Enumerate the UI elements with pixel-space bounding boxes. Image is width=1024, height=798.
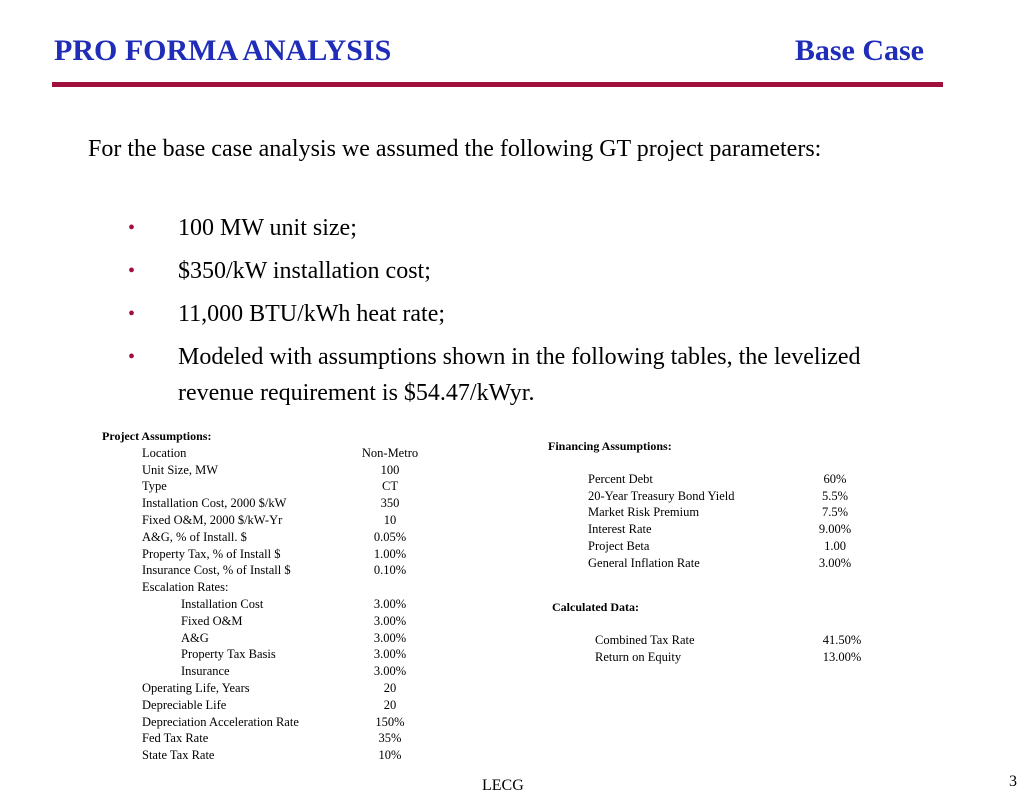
row-label: Insurance Cost, % of Install $ [142,563,291,578]
table-row [548,471,868,488]
financing-assumptions-heading: Financing Assumptions: [548,439,672,453]
row-value: 20 [383,680,397,695]
row-value: 5.5% [821,488,849,503]
table-row [102,546,442,563]
table-row [102,495,442,512]
row-label: Percent Debt [588,471,653,486]
project-assumptions-table [102,428,442,764]
table-row [548,521,868,538]
table-row [102,630,442,647]
bullet-icon: • [128,217,136,239]
table-row [102,747,442,764]
table-row [102,613,442,630]
row-value: 10% [378,748,402,763]
row-label: Market Risk Premium [588,505,700,520]
table-row [102,697,442,714]
table-row [548,488,868,505]
row-label: Combined Tax Rate [595,632,695,647]
bullet-item [88,210,928,246]
project-assumptions-heading: Project Assumptions: [102,429,212,443]
table-row [548,538,868,555]
table-row [548,555,868,572]
row-label: Fed Tax Rate [142,731,209,746]
row-value: 3.00% [373,630,407,645]
table-row [102,512,442,529]
row-label: Return on Equity [595,649,682,664]
row-label: Property Tax, % of Install $ [142,546,281,561]
row-value: 0.10% [373,563,407,578]
row-value: 1.00 [824,538,846,553]
row-label: Fixed O&M [181,613,243,628]
page-number: 3 [1009,773,1017,790]
bullet-item [88,296,928,332]
bullet-text: 100 MW unit size; [178,215,357,241]
row-value: 41.50% [822,632,862,647]
row-label: Installation Cost [181,596,264,611]
row-label: 20-Year Treasury Bond Yield [588,488,735,503]
row-label: Type [142,479,167,494]
row-label: Interest Rate [588,522,652,537]
bullet-item [88,339,928,411]
row-value: 150% [375,714,405,729]
row-value: CT [382,479,398,494]
bullet-icon: • [128,303,136,325]
row-value: 3.00% [373,664,407,679]
row-value: 3.00% [373,613,407,628]
row-value: 7.5% [821,505,849,520]
row-value: 100 [380,462,400,477]
table-row [552,649,872,666]
bullet-icon: • [128,260,136,282]
table-row [102,714,442,731]
table-row [102,562,442,579]
table-row [102,445,442,462]
row-label: Insurance [181,664,230,679]
row-label: Depreciable Life [142,697,227,712]
row-value: Non-Metro [361,445,419,460]
footer-brand: LECG [482,777,524,794]
table-row [102,529,442,546]
bullet-icon: • [128,346,136,368]
row-value: 13.00% [822,649,862,664]
page-subtitle: Base Case [794,34,924,67]
row-label: General Inflation Rate [588,555,700,570]
calculated-data-heading: Calculated Data: [552,600,639,614]
project-assumptions-rows [102,445,442,764]
table-row [102,646,442,663]
financing-assumptions-table [548,438,868,572]
table-row [102,730,442,747]
row-label: Installation Cost, 2000 $/kW [142,496,287,511]
row-value: 3.00% [373,596,407,611]
row-value: 0.05% [373,529,407,544]
table-row [102,663,442,680]
page-title: PRO FORMA ANALYSIS [54,34,392,67]
bullet-text: $350/kW installation cost; [178,258,431,284]
row-value: 35% [378,731,402,746]
row-value: 3.00% [373,647,407,662]
row-value: 1.00% [373,546,407,561]
table-row [102,680,442,697]
row-label: Project Beta [588,538,650,553]
table-row [102,478,442,495]
calculated-data-rows [552,632,872,666]
bullet-item [88,253,928,289]
row-label: Unit Size, MW [142,462,219,477]
title-divider [52,82,943,87]
row-label: A&G [181,630,209,645]
row-value: 20 [383,697,397,712]
row-label: State Tax Rate [142,748,215,763]
row-label: Location [142,445,187,460]
table-row [102,462,442,479]
row-label: Operating Life, Years [142,680,250,695]
row-value: 9.00% [818,522,852,537]
table-row [548,504,868,521]
row-label: Fixed O&M, 2000 $/kW-Yr [142,512,283,527]
table-row [552,632,872,649]
row-label: A&G, % of Install. $ [142,529,247,544]
row-label: Depreciation Acceleration Rate [142,714,299,729]
row-value: 350 [380,496,400,511]
row-label: Escalation Rates: [142,580,229,595]
row-value: 3.00% [818,555,852,570]
table-row [102,596,442,613]
financing-assumptions-rows [548,471,868,572]
row-value: 60% [823,471,847,486]
bullet-list [88,210,928,418]
table-row [102,579,442,596]
intro-paragraph: For the base case analysis we assumed the following GT project parameters: [88,136,822,162]
row-label: Property Tax Basis [181,647,276,662]
bullet-text: Modeled with assumptions shown in the following tables, the levelized revenue requirement is $54.47/kWyr. [178,344,861,406]
bullet-text: 11,000 BTU/kWh heat rate; [178,301,446,327]
row-value: 10 [383,512,397,527]
calculated-data-table [552,599,872,665]
